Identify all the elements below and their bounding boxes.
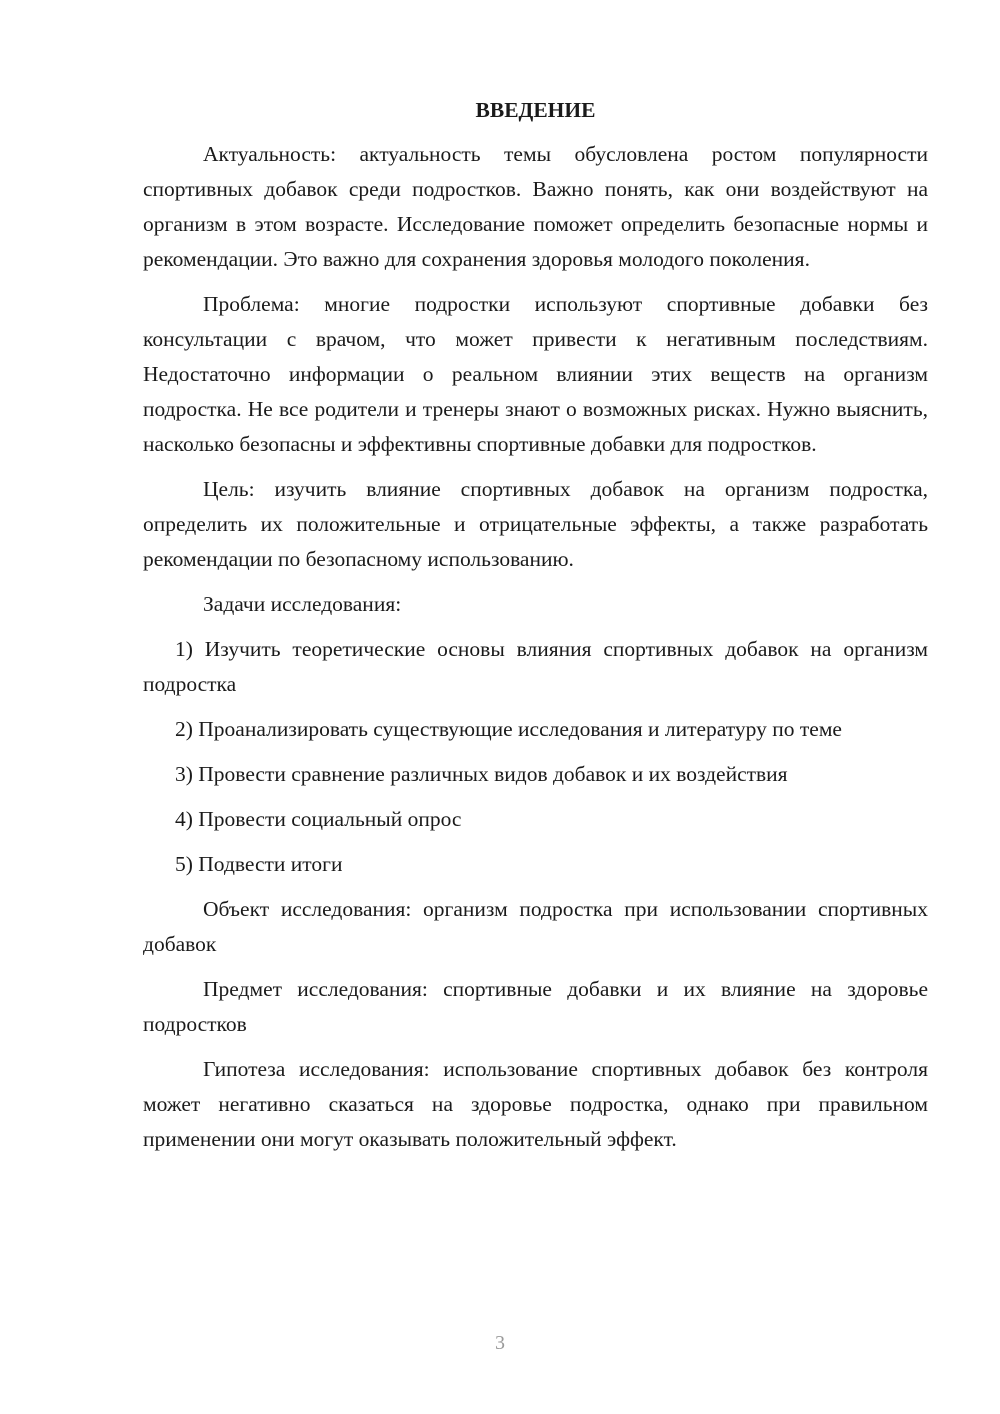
task-item-2: 2) Проанализировать существующие исследования и литературу по теме <box>175 717 842 741</box>
task-item-3: 3) Провести сравнение различных видов добавок и их воздействия <box>175 762 788 786</box>
document-body <box>143 95 928 1167</box>
page-number: 3 <box>495 1332 505 1354</box>
section-title: ВВЕДЕНИЕ <box>475 98 596 122</box>
task-item-4: 4) Провести социальный опрос <box>175 807 462 831</box>
relevance-paragraph: Актуальность: актуальность темы обусловлена ростом популярности спортивных добавок среди подростков. Важно понять, как они воздействуют на организм в этом возрасте. Исследование поможет определить безопасные нормы и рекомендации. Это важно для сохранения здоровья молодого поколения. <box>143 142 928 271</box>
task-item-5: 5) Подвести итоги <box>175 852 343 876</box>
problem-paragraph: Проблема: многие подростки используют спортивные добавки без консультации с врачом, что может привести к негативным последствиям. Недостаточно информации о реальном влиянии этих веществ на организм подростка. Не все родители и тренеры знают о возможных рисках. Нужно выяснить, насколько безопасны и эффективны спортивные добавки для подростков. <box>143 292 928 456</box>
object-paragraph: Объект исследования: организм подростка при использовании спортивных добавок <box>143 897 928 956</box>
tasks-heading: Задачи исследования: <box>203 592 402 616</box>
goal-paragraph: Цель: изучить влияние спортивных добавок на организм подростка, определить их положительные и отрицательные эффекты, а также разработать рекомендации по безопасному использованию. <box>143 477 928 571</box>
task-item-1: 1) Изучить теоретические основы влияния спортивных добавок на организм подростка <box>143 637 928 696</box>
hypothesis-paragraph: Гипотеза исследования: использование спортивных добавок без контроля может негативно сказаться на здоровье подростка, однако при правильном применении они могут оказывать положительный эффект. <box>143 1057 928 1151</box>
subject-paragraph: Предмет исследования: спортивные добавки и их влияние на здоровье подростков <box>143 977 928 1036</box>
